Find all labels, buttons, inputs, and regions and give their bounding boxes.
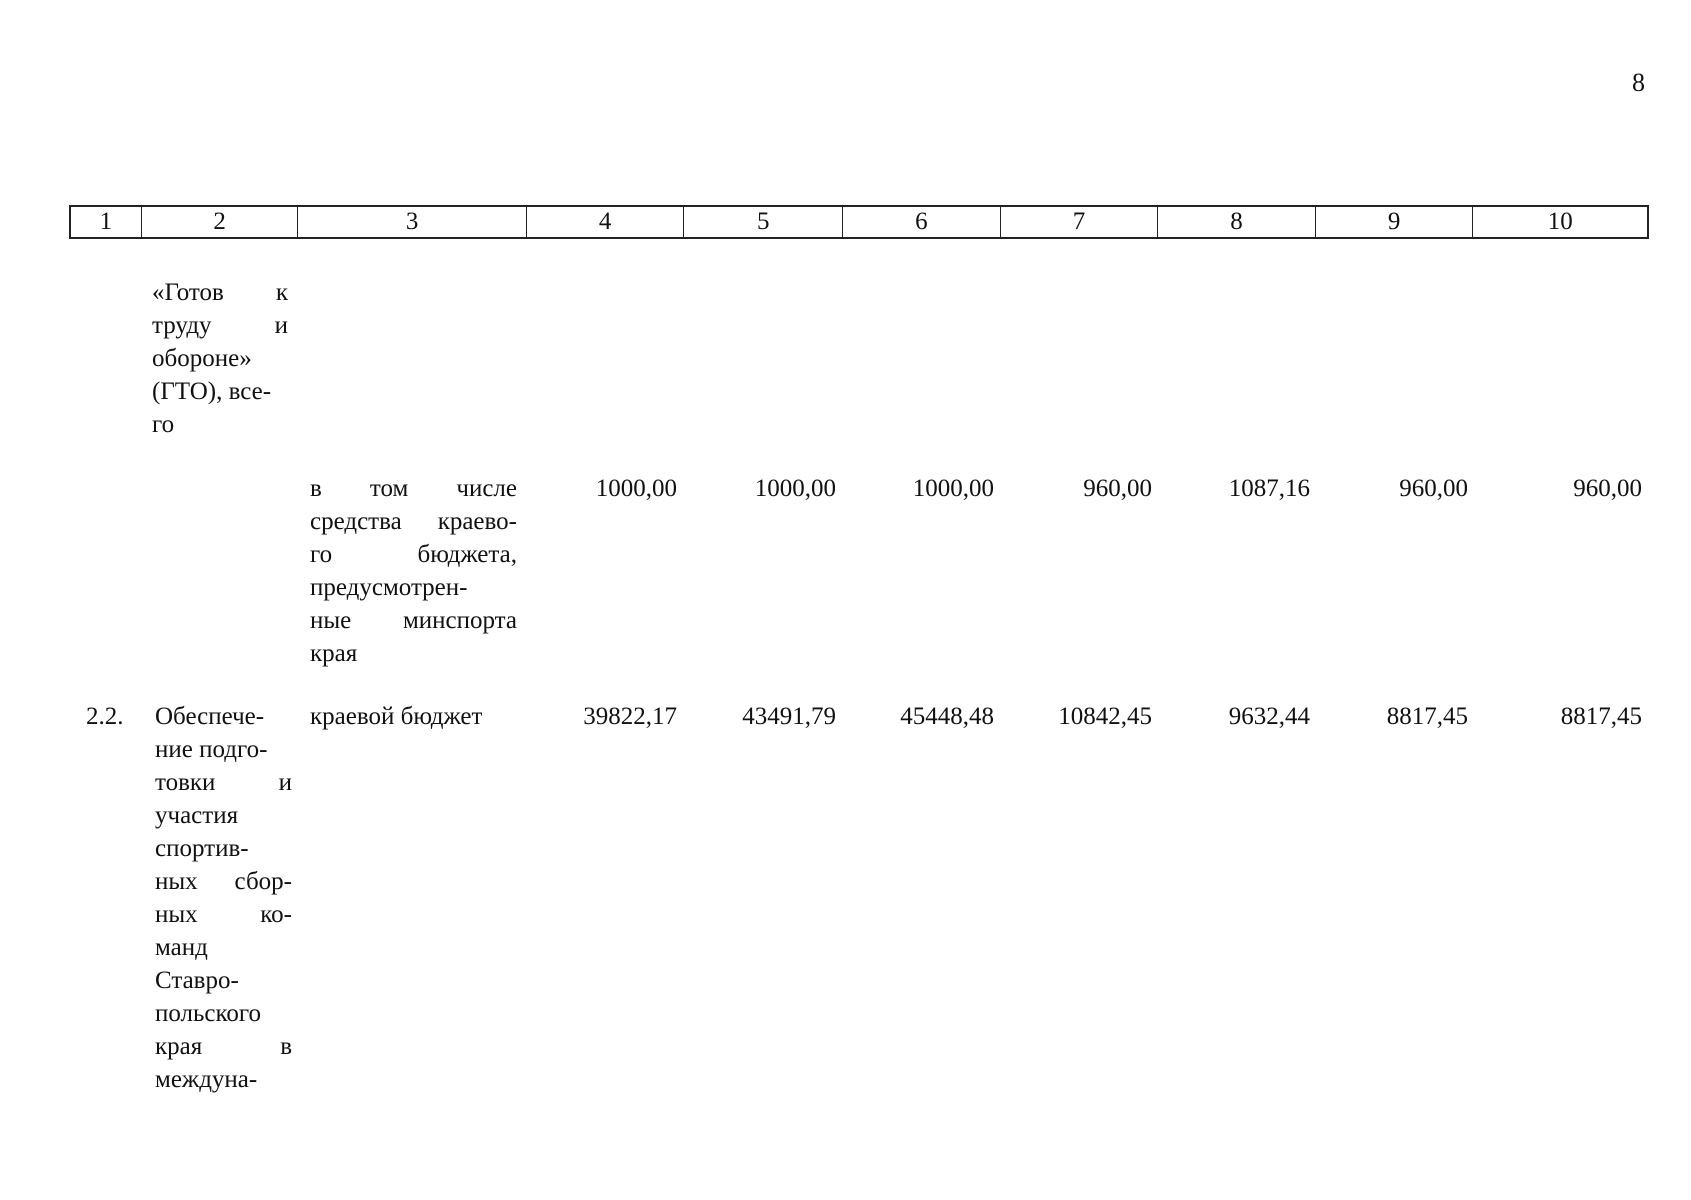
text-line: (ГТО), все-: [152, 378, 272, 405]
table-header-row: [69, 205, 1649, 239]
text-line: междуна-: [155, 1066, 258, 1093]
text-line: ных ко-: [155, 901, 292, 928]
header-col-9: 9: [1315, 207, 1473, 237]
table-row-2-col-3: [310, 472, 517, 670]
header-col-2: 2: [141, 207, 298, 237]
table-row-2-col-6: 1000,00: [912, 475, 994, 502]
table-row-3-col-4: 39822,17: [583, 703, 677, 730]
table-row-3-col-3: [310, 700, 517, 733]
table-row-1-col-2: [152, 276, 288, 441]
text-line: товки и: [155, 769, 292, 796]
text-line: го бюджета,: [310, 541, 517, 568]
table-row-2-col-8: 1087,16: [1228, 475, 1310, 502]
header-col-10: 10: [1472, 207, 1647, 237]
text-line: средства краево-: [310, 508, 517, 535]
table-row-2-col-10: 960,00: [1573, 475, 1642, 502]
header-col-4: 4: [526, 207, 684, 237]
table-row-2-col-7: 960,00: [1083, 475, 1152, 502]
table-row-3-col-10: 8817,45: [1560, 703, 1642, 730]
header-col-3: 3: [297, 207, 525, 237]
table-row-3-col-5: 43491,79: [742, 703, 836, 730]
text-line: края в: [155, 1033, 292, 1060]
header-col-7: 7: [1000, 207, 1158, 237]
text-line: участия: [155, 802, 239, 829]
text-line: Обеспече-: [155, 703, 265, 730]
text-line: в том числе: [310, 475, 517, 502]
table-row-3-col-7: 10842,45: [1058, 703, 1152, 730]
text-line: ные минспорта: [310, 607, 517, 634]
header-col-8: 8: [1157, 207, 1315, 237]
text-line: спортив-: [155, 835, 249, 862]
text-line: Ставро-: [155, 967, 239, 994]
table-row-3-col-2: [155, 700, 292, 1096]
header-col-1: 1: [99, 208, 113, 235]
table-row-3-col-9: 8817,45: [1386, 703, 1468, 730]
page-number: 8: [1632, 68, 1645, 97]
text-line: польского: [155, 1000, 262, 1027]
text-line: ние подго-: [155, 736, 268, 763]
table-row-3-col-1: 2.2.: [86, 703, 124, 730]
text-line: края: [310, 640, 358, 667]
table-row-3-col-8: 9632,44: [1228, 703, 1310, 730]
text-line: обороне»: [152, 345, 252, 372]
text-line: «Готов к: [152, 279, 288, 306]
table-row-2-col-4: 1000,00: [595, 475, 677, 502]
text-line: труду и: [152, 312, 288, 339]
text-line: предусмотрен-: [310, 574, 468, 601]
text-line: го: [152, 411, 175, 438]
header-col-5: 5: [683, 207, 842, 237]
table-row-2-col-9: 960,00: [1399, 475, 1468, 502]
text-line: манд: [155, 934, 208, 961]
text-line: краевой бюджет: [310, 703, 483, 730]
table-row-2-col-5: 1000,00: [754, 475, 836, 502]
table-row-3-col-6: 45448,48: [900, 703, 994, 730]
header-col-6: 6: [842, 207, 1000, 237]
text-line: ных сбор-: [155, 868, 292, 895]
